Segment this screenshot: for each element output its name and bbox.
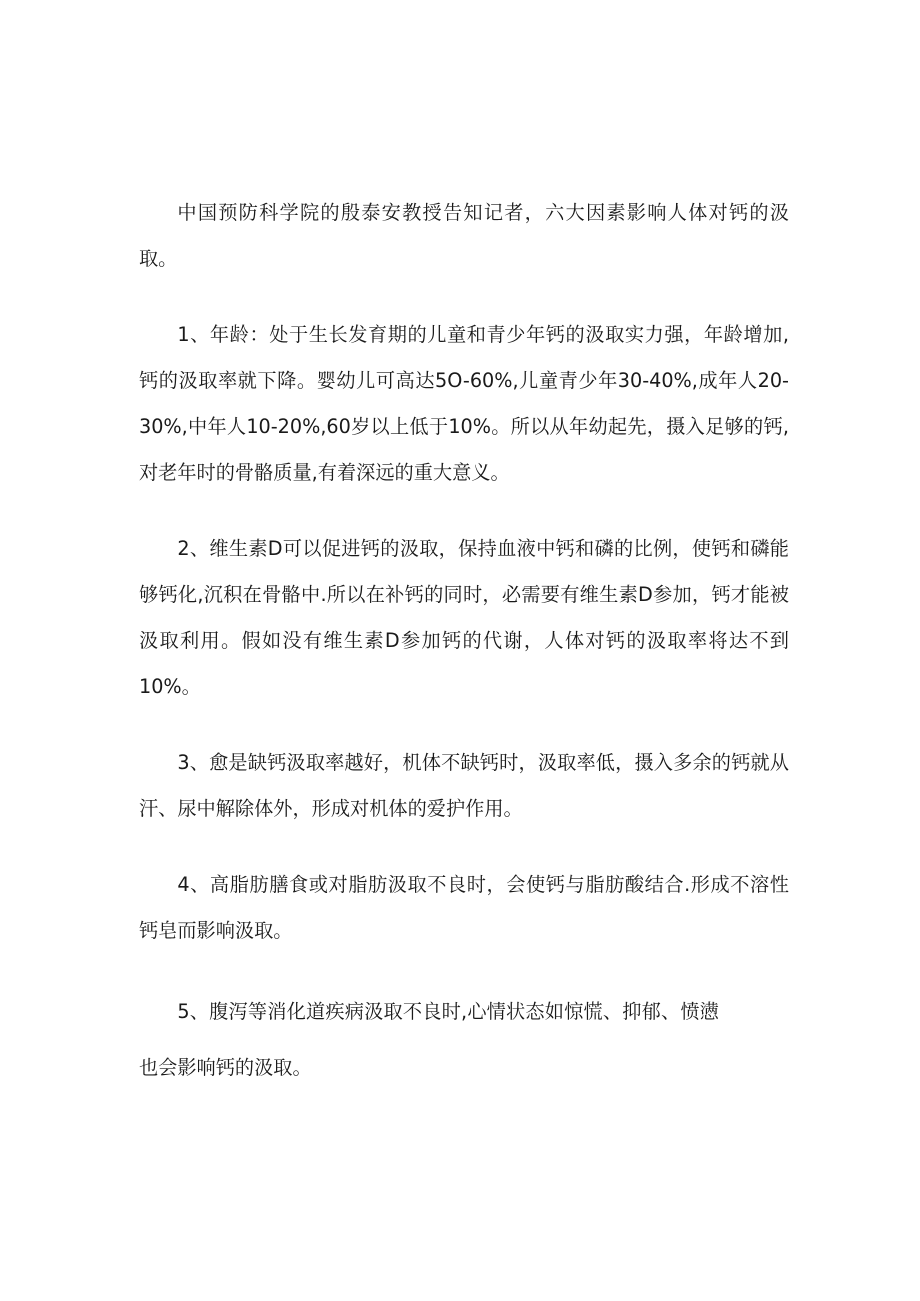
factor-deficiency-paragraph: 3、愈是缺钙汲取率越好，机体不缺钙时，汲取率低，摄入多余的钙就从汗、尿中解除体外，形成对机体的爱护作用。 [139,751,789,820]
document-body [139,190,789,1096]
factor-age-paragraph: 1、年龄：处于生长发育期的儿童和青少年钙的汲取实力强，年龄增加,钙的汲取率就下降。婴幼儿可高达5O-60%,儿童青少年30-40%,成年人20-30%,中年人10-20%,60岁以上低于10%。所以从年幼起先，摄入足够的钙,对老年时的骨骼质量,有着深远的重大意义。 [139,323,789,484]
intro-paragraph: 中国预防科学院的殷泰安教授告知记者，六大因素影响人体对钙的汲取。 [139,201,789,270]
factor-high-fat-paragraph: 4、高脂肪膳食或对脂肪汲取不良时，会使钙与脂肪酸结合.形成不溶性钙皂而影响汲取。 [139,873,789,942]
factor-digestive-paragraph: 5、腹泻等消化道疾病汲取不良时,心情状态如惊慌、抑郁、愤懑也会影响钙的汲取。 [139,1000,719,1079]
factor-vitamin-d-paragraph: 2、维生素D可以促进钙的汲取，保持血液中钙和磷的比例，使钙和磷能够钙化,沉积在骨骼中.所以在补钙的同时，必需要有维生素D参加，钙才能被汲取利用。假如没有维生素D参加钙的代谢，人体对钙的汲取率将达不到10%。 [139,537,789,698]
